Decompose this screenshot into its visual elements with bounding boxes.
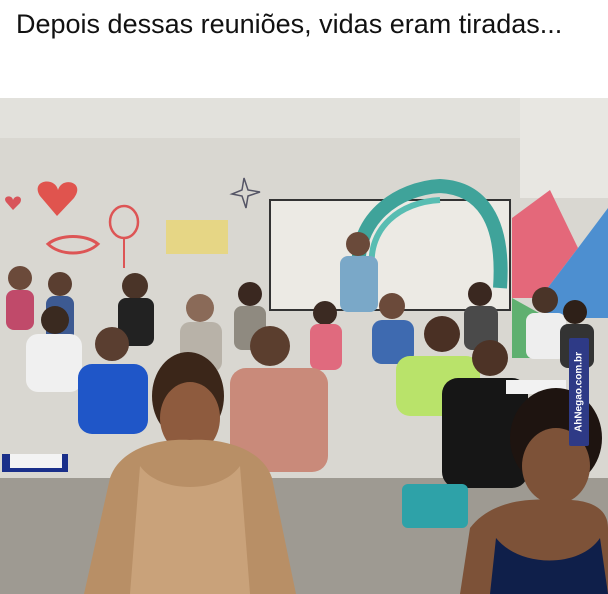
caption-area bbox=[0, 0, 608, 98]
caption-text: Depois dessas reuniões, vidas eram tiradas... bbox=[16, 9, 563, 39]
classroom-photo bbox=[0, 98, 608, 594]
desk bbox=[402, 484, 468, 528]
watermark-text: AhNegao.com.br bbox=[573, 351, 585, 433]
photo-illustration bbox=[0, 98, 608, 594]
watermark-badge bbox=[569, 338, 589, 446]
